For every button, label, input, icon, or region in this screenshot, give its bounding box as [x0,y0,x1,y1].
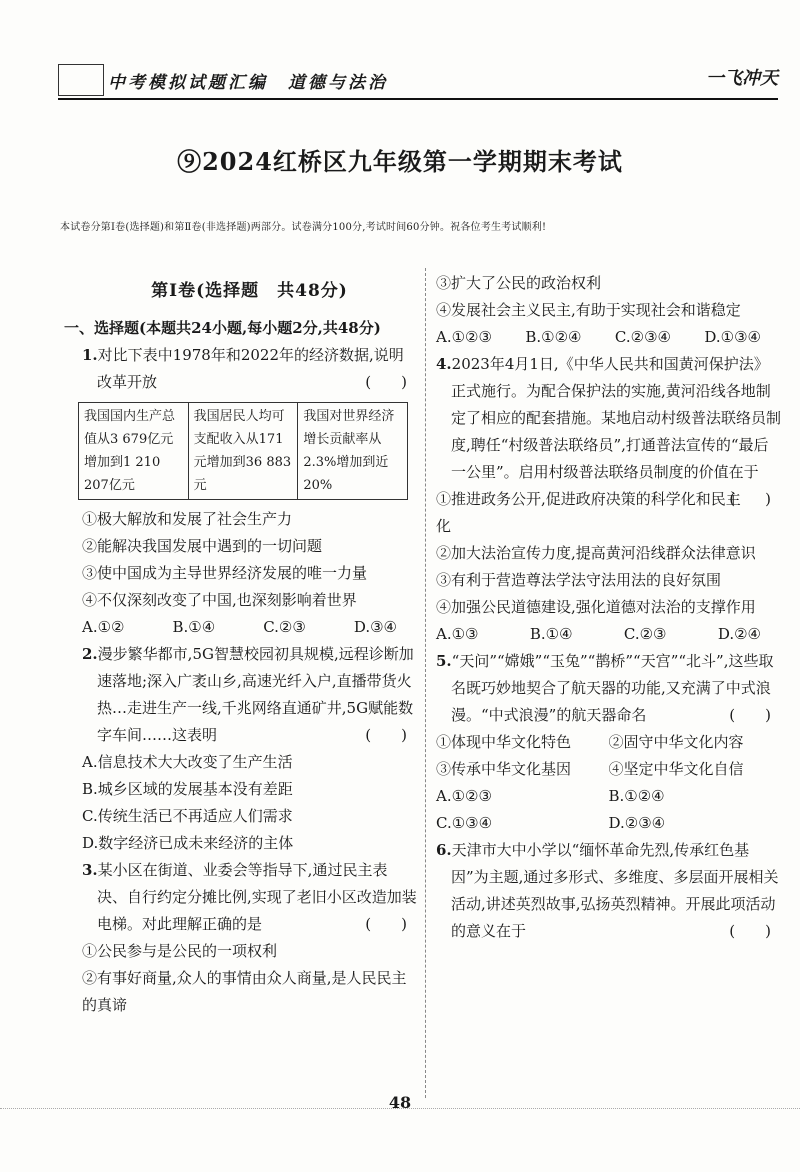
choice-c: C.②③④ [614,328,671,346]
question-4 [436,351,781,648]
section-title: 第Ⅰ卷(选择题 共48分) [151,281,348,301]
answer-choices [436,324,781,351]
choice-c: C.②③ [623,625,667,643]
question-3 [82,857,417,1019]
choice-b: B.①②④ [608,787,665,805]
series-logo [58,64,104,96]
question-3-number: 3. [82,861,98,879]
choice-a: A.①② [82,618,125,636]
question-4-number: 4. [436,355,452,373]
question-6-text: 天津市大中小学以“缅怀革命先烈,传承红色基因”为主题,通过多形式、多维度、多层面开展相关活动,讲述英烈故事,弘扬英烈精神。开展此项活动的意义在于 [451,841,779,940]
question-5 [436,648,781,837]
option-item: ②有事好商量,众人的事情由众人商量,是人民民主的真谛 [82,969,407,1014]
option-item: D.数字经济已成未来经济的主体 [82,834,294,852]
question-4-paren: ( ) [729,490,771,508]
option-item: B.城乡区域的发展基本没有差距 [82,780,293,798]
choice-a: A.①②③ [436,328,492,346]
left-column [64,270,417,1019]
question-5-stem [436,648,781,729]
answer-choices [82,614,417,641]
question-6-stem [436,837,781,945]
table-cell-income: 我国居民人均可支配收入从171元增加到36 883元 [188,403,298,500]
exam-title: ⑨2024红桥区九年级第一学期期末考试 [177,147,623,176]
question-1-number: 1. [82,346,98,364]
question-3-text: 某小区在街道、业委会等指导下,通过民主表决、自行约定分摊比例,实现了老旧小区改造加装电梯。对此理解正确的是 [97,861,417,933]
page-number: 48 [388,1093,412,1112]
question-6-number: 6. [436,841,452,859]
option-item: ④发展社会主义民主,有助于实现社会和谐稳定 [436,301,741,319]
question-2-text: 漫步繁华都市,5G智慧校园初具规模,远程诊断加速落地;深入广袤山乡,高速光纤入户,直播带货火热…走进生产一线,千兆网络直通矿井,5G赋能数字车间……这表明 [97,645,414,744]
footer-rule [0,1108,800,1109]
question-3-paren: ( ) [365,915,407,933]
table-row [79,403,408,500]
choice-d: D.①③④ [704,328,761,346]
option-item: ④不仅深刻改变了中国,也深刻影响着世界 [82,591,357,609]
question-1-paren: ( ) [365,373,407,391]
economic-data-table [78,402,408,500]
option-item: ②能解决我国发展中遇到的一切问题 [82,537,323,555]
question-1 [82,342,417,641]
question-3-stem [82,857,417,938]
option-item: C.传统生活已不再适应人们需求 [82,807,293,825]
choice-b: B.①④ [529,625,573,643]
question-3-continued [436,270,781,351]
choice-a: A.①③ [436,625,479,643]
question-5-text: “天问”“嫦娥”“玉兔”“鹊桥”“天宫”“北斗”,这些取名既巧妙地契合了航天器的功能,又充满了中式浪漫。“中式浪漫”的航天器命名 [451,652,774,724]
option-item: A.信息技术大大改变了生产生活 [82,753,293,771]
choice-b: B.①②④ [525,328,582,346]
question-2-stem [82,641,417,749]
option-grid [436,729,781,837]
exam-notice: 本试卷分第Ⅰ卷(选择题)和第Ⅱ卷(非选择题)两部分。试卷满分100分,考试时间60分钟。祝各位考生考试顺利! [60,222,547,233]
right-column [436,270,781,945]
question-2-number: 2. [82,645,98,663]
table-cell-contribution: 我国对世界经济增长贡献率从2.3%增加到近20% [298,403,408,500]
option-item: ②固守中华文化内容 [608,733,744,751]
question-5-paren: ( ) [729,706,771,724]
choice-c: C.①③④ [436,814,493,832]
series-title: 中考模拟试题汇编 道德与法治 [108,73,388,93]
page-header [58,58,778,98]
option-item: ③有利于营造尊法学法守法用法的良好氛围 [436,571,722,589]
choice-d: D.③④ [353,618,397,636]
series-logo-text [59,65,103,69]
table-cell-gdp: 我国国内生产总值从3 679亿元增加到1 210 207亿元 [79,403,189,500]
question-5-number: 5. [436,652,452,670]
header-rule [58,98,778,100]
choice-d: D.②③④ [608,814,666,832]
choice-c: C.②③ [263,618,306,636]
question-1-stem [82,342,417,396]
question-6 [436,837,781,945]
option-item: ①公民参与是公民的一项权利 [82,942,278,960]
option-item: ③扩大了公民的政治权利 [436,274,602,292]
answer-choices [436,621,781,648]
option-item: ④加强公民道德建设,强化道德对法治的支撑作用 [436,598,756,616]
option-item: ①推进政务公开,促进政府决策的科学化和民主化 [436,490,741,535]
option-item: ③使中国成为主导世界经济发展的唯一力量 [82,564,368,582]
choice-d: D.②④ [717,625,761,643]
question-2-paren: ( ) [365,726,407,744]
section-instruction: 一、选择题(本题共24小题,每小题2分,共48分) [64,319,381,337]
option-item: ①极大解放和发展了社会生产力 [82,510,293,528]
option-item: ③传承中华文化基因 [436,760,572,778]
question-6-paren: ( ) [729,922,771,940]
choice-a: A.①②③ [436,787,492,805]
choice-b: B.①④ [172,618,216,636]
option-item: ②加大法治宣传力度,提高黄河沿线群众法律意识 [436,544,756,562]
question-2 [82,641,417,857]
option-item: ④坚定中华文化自信 [608,760,744,778]
question-4-text: 2023年4月1日,《中华人民共和国黄河保护法》正式施行。为配合保护法的实施,黄河沿线各地制定了相应的配套措施。某地启动村级普法联络员制度,聘任“村级普法联络员”,打通普法宣传的“最后一公里”。启用村级普法联络员制度的价值在于 [451,355,782,481]
question-4-stem [436,351,782,508]
brand-name: 一飞冲天 [706,68,778,89]
column-divider [425,268,426,1098]
question-1-text: 对比下表中1978年和2022年的经济数据,说明改革开放 [97,346,404,391]
option-item: ①体现中华文化特色 [436,733,572,751]
